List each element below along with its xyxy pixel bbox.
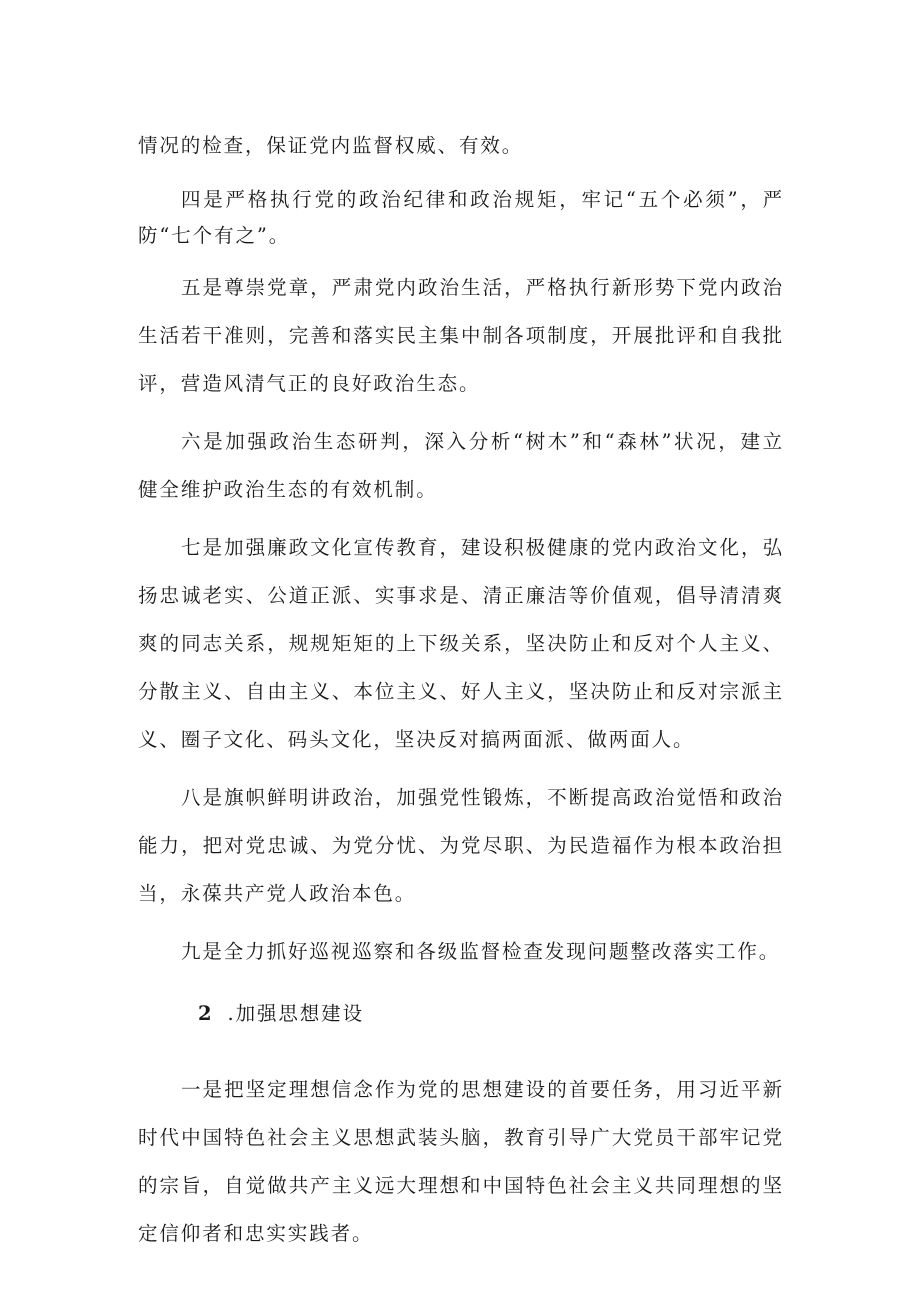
paragraph-continuation: 情况的检查，保证党内监督权威、有效。: [138, 134, 524, 157]
paragraph-item-4: 四是严格执行党的政治纪律和政治规矩，牢记“五个必须”，严防“七个有之”。: [138, 188, 784, 247]
paragraph-item-6: 六是加强政治生态研判，深入分析“树木”和“森林”状况，建立健全维护政治生态的有效机制。: [138, 430, 784, 501]
paragraph-item-8: 八是旗帜鲜明讲政治，加强党性锻炼，不断提高政治觉悟和政治能力，把对党忠诚、为党分忧、为党尽职、为民造福作为根本政治担当，永葆共产党人政治本色。: [138, 786, 784, 905]
paragraph-section-item-1: 一是把坚定理想信念作为党的思想建设的首要任务，用习近平新时代中国特色社会主义思想武装头脑，教育引导广大党员干部牢记党的宗旨，自觉做共产主义远大理想和中国特色社会主义共同理想的坚定信仰者和忠实实践者。: [138, 1078, 784, 1245]
section-heading: [138, 990, 784, 1038]
section-title: .加强思想建设: [227, 1002, 364, 1025]
paragraph-item-5: 五是尊崇党章，严肃党内政治生活，严格执行新形势下党内政治生活若干准则，完善和落实民主集中制各项制度，开展批评和自我批评，营造风清气正的良好政治生态。: [138, 276, 784, 395]
document-page: [138, 122, 784, 1258]
section-number: 2: [198, 1002, 214, 1025]
paragraph-item-7: 七是加强廉政文化宣传教育，建设积极健康的党内政治文化，弘扬忠诚老实、公道正派、实事求是、清正廉洁等价值观，倡导清清爽爽的同志关系，规规矩矩的上下级关系，坚决防止和反对个人主义、分散主义、自由主义、本位主义、好人主义，坚决防止和反对宗派主义、圈子文化、码头文化，坚决反对搞两面派、做两面人。: [138, 536, 784, 751]
paragraph-item-9: 九是全力抓好巡视巡察和各级监督检查发现问题整改落实工作。: [181, 940, 781, 963]
